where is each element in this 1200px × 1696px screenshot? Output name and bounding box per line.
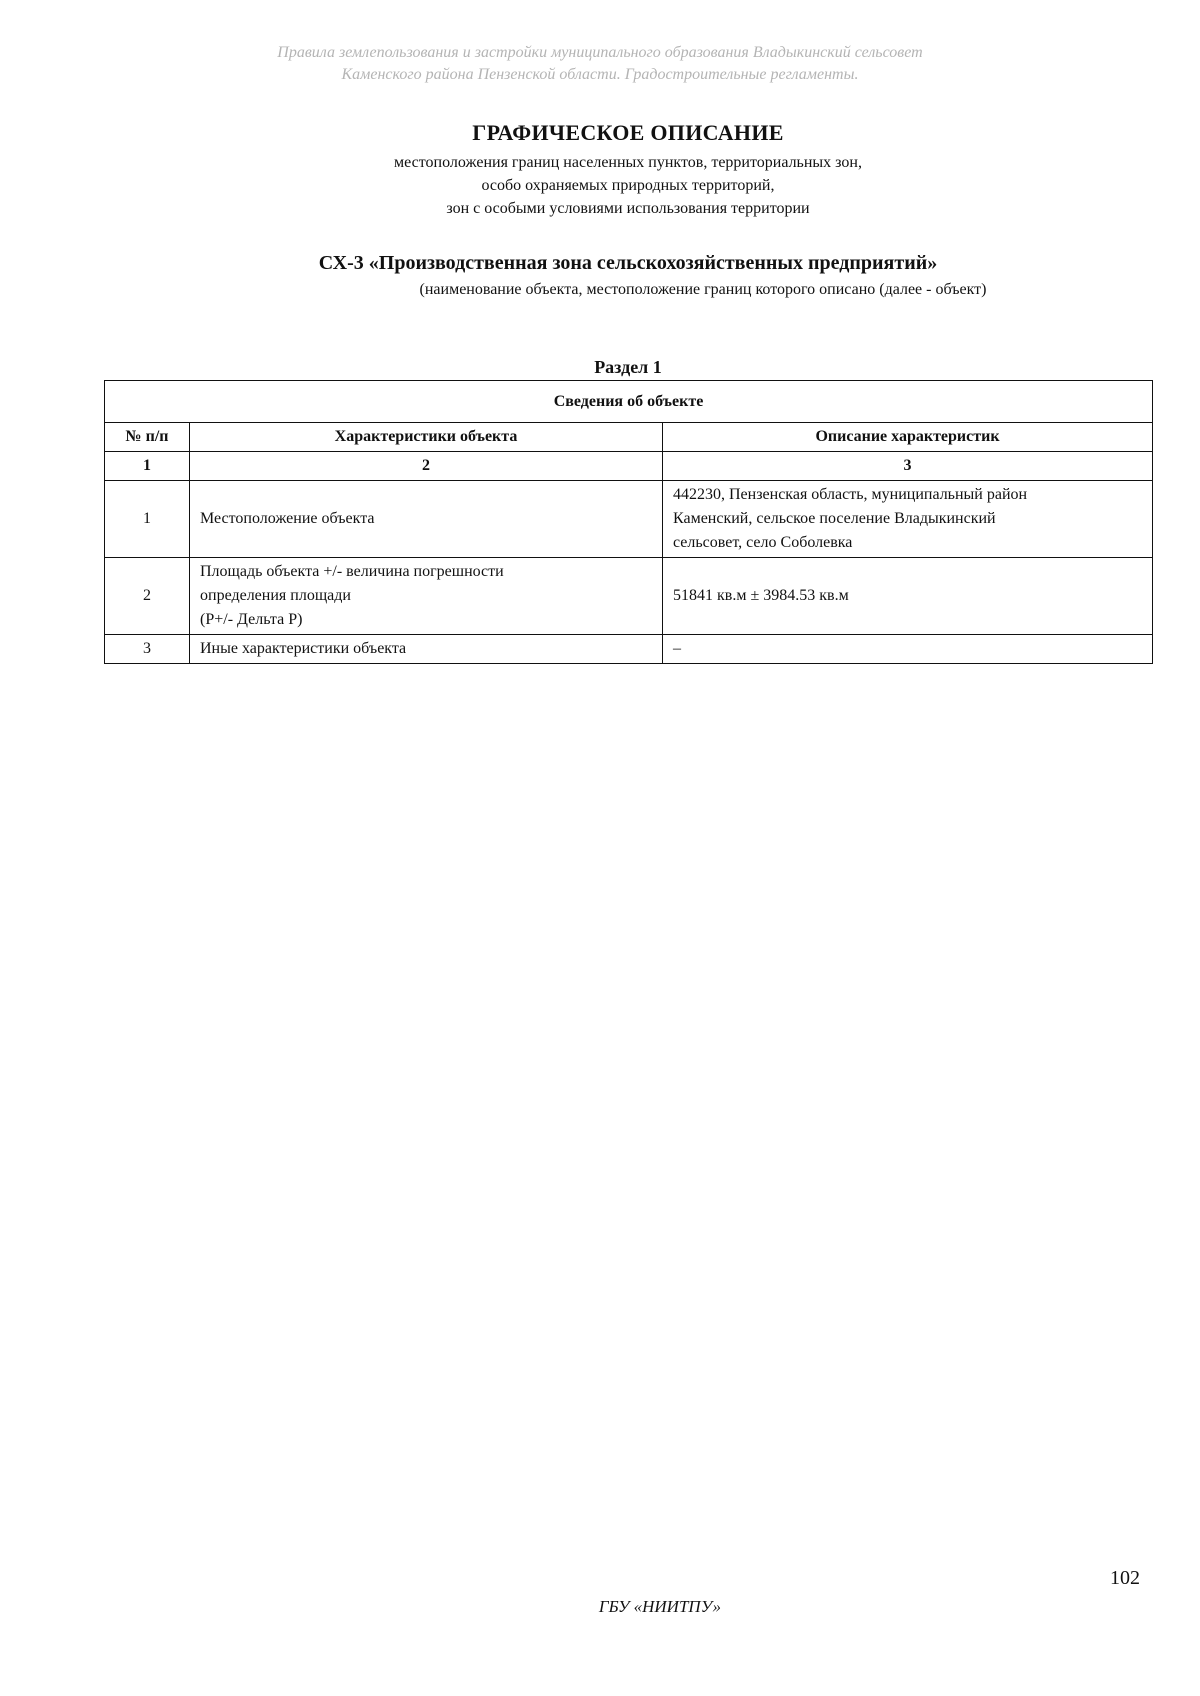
description-line: –	[673, 640, 681, 657]
table-caption-row	[105, 381, 1153, 423]
column-number-2: 2	[190, 452, 663, 481]
row-description	[663, 635, 1153, 664]
table-row	[105, 481, 1153, 558]
document-subtitle	[0, 151, 1200, 220]
object-caption: (наименование объекта, местоположение границ которого описано (далее - объект)	[419, 281, 987, 298]
characteristic-line: (P+/- Дельта P)	[200, 611, 303, 628]
row-characteristic	[190, 481, 663, 558]
row-description	[663, 481, 1153, 558]
subtitle-line-1: местоположения границ населенных пунктов, территориальных зон,	[394, 154, 862, 171]
section-title: Раздел 1	[594, 357, 662, 377]
description-line: Каменский, сельское поселение Владыкинский	[673, 510, 996, 527]
subtitle-line-2: особо охраняемых природных территорий,	[481, 177, 775, 194]
table-row	[105, 635, 1153, 664]
column-number-row	[105, 452, 1153, 481]
running-header-line-1: Правила землепользования и застройки муниципального образования Владыкинский сельсовет	[277, 44, 923, 61]
running-header	[150, 42, 1050, 86]
characteristic-line: Местоположение объекта	[200, 510, 375, 527]
column-number-3: 3	[663, 452, 1153, 481]
row-number: 3	[105, 635, 190, 664]
footer-organization: ГБУ «НИИТПУ»	[598, 1597, 722, 1616]
characteristic-line: Площадь объекта +/- величина погрешности	[200, 563, 504, 580]
running-header-line-2: Каменского района Пензенской области. Градостроительные регламенты.	[341, 66, 859, 83]
object-name: СХ-3 «Производственная зона сельскохозяйственных предприятий»	[318, 252, 938, 274]
column-number-1: 1	[105, 452, 190, 481]
header-characteristic: Характеристики объекта	[190, 423, 663, 452]
row-characteristic	[190, 558, 663, 635]
table-caption: Сведения об объекте	[105, 381, 1153, 423]
row-characteristic	[190, 635, 663, 664]
row-number: 1	[105, 481, 190, 558]
description-line: сельсовет, село Соболевка	[673, 534, 853, 551]
page-number: 102	[1110, 1567, 1140, 1589]
object-info-table	[104, 380, 1153, 664]
table-header-row	[105, 423, 1153, 452]
row-description	[663, 558, 1153, 635]
header-number: № п/п	[105, 423, 190, 452]
characteristic-line: Иные характеристики объекта	[200, 640, 407, 657]
characteristic-line: определения площади	[200, 587, 351, 604]
table-row	[105, 558, 1153, 635]
description-line: 442230, Пензенская область, муниципальный район	[673, 486, 1028, 503]
header-description: Описание характеристик	[663, 423, 1153, 452]
subtitle-line-3: зон с особыми условиями использования территории	[446, 200, 810, 217]
description-line: 51841 кв.м ± 3984.53 кв.м	[673, 587, 849, 604]
document-title: ГРАФИЧЕСКОЕ ОПИСАНИЕ	[472, 120, 784, 145]
row-number: 2	[105, 558, 190, 635]
